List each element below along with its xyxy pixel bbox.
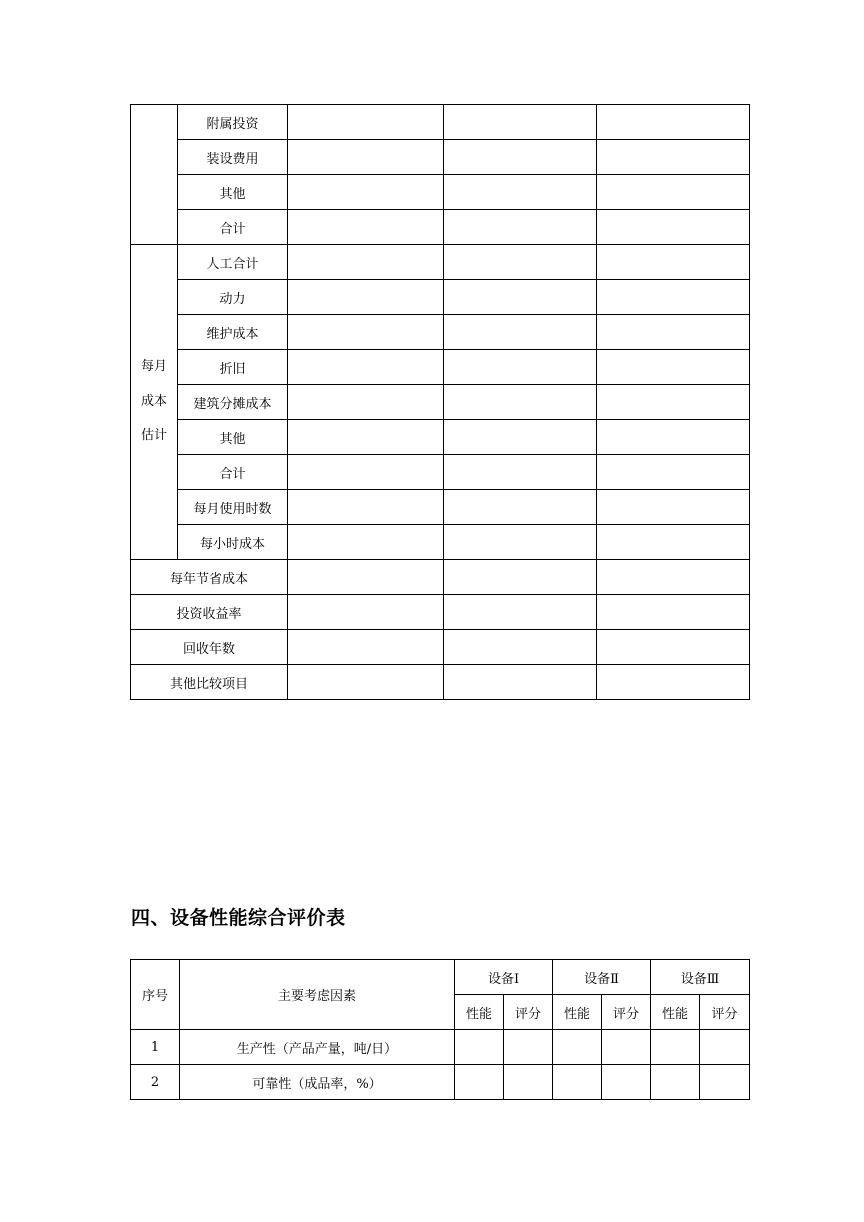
row-index: 1 bbox=[131, 1030, 180, 1065]
factor-header: 主要考虑因素 bbox=[180, 960, 455, 1030]
value-cell[interactable] bbox=[288, 420, 444, 455]
value-cell[interactable] bbox=[444, 245, 597, 280]
item-label: 折旧 bbox=[178, 350, 288, 385]
table-row bbox=[131, 315, 750, 350]
table-row bbox=[131, 630, 750, 665]
summary-label: 投资收益率 bbox=[131, 595, 288, 630]
value-cell[interactable] bbox=[444, 665, 597, 700]
value-cell[interactable] bbox=[288, 210, 444, 245]
item-label: 其他 bbox=[178, 420, 288, 455]
item-label: 建筑分摊成本 bbox=[178, 385, 288, 420]
value-cell[interactable] bbox=[651, 1030, 700, 1065]
value-cell[interactable] bbox=[597, 525, 750, 560]
value-cell[interactable] bbox=[288, 385, 444, 420]
value-cell[interactable] bbox=[288, 630, 444, 665]
label-line: 每月 bbox=[140, 359, 167, 375]
value-cell[interactable] bbox=[288, 105, 444, 140]
group-label-cell bbox=[131, 105, 178, 245]
equipment-header: 设备Ⅲ bbox=[651, 960, 750, 995]
value-cell[interactable] bbox=[444, 315, 597, 350]
value-cell[interactable] bbox=[455, 1065, 504, 1100]
value-cell[interactable] bbox=[444, 280, 597, 315]
value-cell[interactable] bbox=[504, 1065, 553, 1100]
value-cell[interactable] bbox=[288, 350, 444, 385]
value-cell[interactable] bbox=[288, 595, 444, 630]
item-label: 动力 bbox=[178, 280, 288, 315]
table-row bbox=[131, 525, 750, 560]
perf-header: 性能 bbox=[455, 995, 504, 1030]
table-row bbox=[131, 455, 750, 490]
value-cell[interactable] bbox=[700, 1065, 750, 1100]
equipment-header: 设备Ⅰ bbox=[455, 960, 553, 995]
table-row bbox=[131, 210, 750, 245]
value-cell[interactable] bbox=[597, 560, 750, 595]
value-cell[interactable] bbox=[288, 140, 444, 175]
index-header: 序号 bbox=[131, 960, 180, 1030]
cost-comparison-table bbox=[130, 104, 750, 700]
table-row bbox=[131, 1030, 750, 1065]
value-cell[interactable] bbox=[444, 105, 597, 140]
perf-header: 性能 bbox=[553, 995, 602, 1030]
table-row bbox=[131, 105, 750, 140]
value-cell[interactable] bbox=[444, 140, 597, 175]
row-factor: 可靠性（成品率，%） bbox=[180, 1065, 455, 1100]
value-cell[interactable] bbox=[444, 630, 597, 665]
summary-label: 其他比较项目 bbox=[131, 665, 288, 700]
summary-label: 回收年数 bbox=[131, 630, 288, 665]
row-index: 2 bbox=[131, 1065, 180, 1100]
value-cell[interactable] bbox=[597, 315, 750, 350]
item-label: 其他 bbox=[178, 175, 288, 210]
table-row bbox=[131, 350, 750, 385]
value-cell[interactable] bbox=[597, 245, 750, 280]
value-cell[interactable] bbox=[504, 1030, 553, 1065]
value-cell[interactable] bbox=[444, 595, 597, 630]
table-row bbox=[131, 385, 750, 420]
summary-label: 每年节省成本 bbox=[131, 560, 288, 595]
value-cell[interactable] bbox=[597, 210, 750, 245]
value-cell[interactable] bbox=[597, 385, 750, 420]
table-row bbox=[131, 420, 750, 455]
value-cell[interactable] bbox=[288, 560, 444, 595]
value-cell[interactable] bbox=[288, 280, 444, 315]
value-cell[interactable] bbox=[597, 140, 750, 175]
value-cell[interactable] bbox=[444, 490, 597, 525]
monthly-cost-label bbox=[131, 245, 178, 560]
value-cell[interactable] bbox=[444, 525, 597, 560]
perf-header: 性能 bbox=[651, 995, 700, 1030]
section-heading: 四、设备性能综合评价表 bbox=[131, 907, 346, 929]
value-cell[interactable] bbox=[602, 1065, 651, 1100]
value-cell[interactable] bbox=[553, 1030, 602, 1065]
table-row bbox=[131, 175, 750, 210]
value-cell[interactable] bbox=[553, 1065, 602, 1100]
value-cell[interactable] bbox=[651, 1065, 700, 1100]
value-cell[interactable] bbox=[288, 665, 444, 700]
label-line: 成本 bbox=[140, 393, 167, 409]
equipment-header: 设备Ⅱ bbox=[553, 960, 651, 995]
value-cell[interactable] bbox=[597, 175, 750, 210]
value-cell[interactable] bbox=[288, 490, 444, 525]
value-cell[interactable] bbox=[597, 420, 750, 455]
value-cell[interactable] bbox=[602, 1030, 651, 1065]
value-cell[interactable] bbox=[597, 455, 750, 490]
value-cell[interactable] bbox=[444, 455, 597, 490]
value-cell[interactable] bbox=[288, 525, 444, 560]
value-cell[interactable] bbox=[597, 490, 750, 525]
item-label: 每小时成本 bbox=[178, 525, 288, 560]
table-row bbox=[131, 140, 750, 175]
value-cell[interactable] bbox=[597, 350, 750, 385]
item-label: 人工合计 bbox=[178, 245, 288, 280]
score-header: 评分 bbox=[602, 995, 651, 1030]
score-header: 评分 bbox=[700, 995, 750, 1030]
item-label: 每月使用时数 bbox=[178, 490, 288, 525]
value-cell[interactable] bbox=[288, 245, 444, 280]
performance-evaluation-table bbox=[130, 959, 750, 1100]
table-row bbox=[131, 245, 750, 280]
item-label: 维护成本 bbox=[178, 315, 288, 350]
item-label: 装设费用 bbox=[178, 140, 288, 175]
table-row bbox=[131, 280, 750, 315]
value-cell[interactable] bbox=[444, 385, 597, 420]
label-line: 估计 bbox=[140, 428, 167, 444]
value-cell[interactable] bbox=[455, 1030, 504, 1065]
header-row bbox=[131, 960, 750, 995]
value-cell[interactable] bbox=[444, 350, 597, 385]
value-cell[interactable] bbox=[288, 315, 444, 350]
table-row bbox=[131, 665, 750, 700]
value-cell[interactable] bbox=[597, 280, 750, 315]
row-factor: 生产性（产品产量，吨/日） bbox=[180, 1030, 455, 1065]
value-cell[interactable] bbox=[700, 1030, 750, 1065]
value-cell[interactable] bbox=[444, 175, 597, 210]
value-cell[interactable] bbox=[444, 560, 597, 595]
table-row bbox=[131, 595, 750, 630]
table-row bbox=[131, 490, 750, 525]
value-cell[interactable] bbox=[597, 630, 750, 665]
value-cell[interactable] bbox=[597, 105, 750, 140]
value-cell[interactable] bbox=[288, 455, 444, 490]
value-cell[interactable] bbox=[444, 420, 597, 455]
table-row bbox=[131, 1065, 750, 1100]
item-label: 合计 bbox=[178, 210, 288, 245]
value-cell[interactable] bbox=[597, 595, 750, 630]
score-header: 评分 bbox=[504, 995, 553, 1030]
value-cell[interactable] bbox=[597, 665, 750, 700]
item-label: 附属投资 bbox=[178, 105, 288, 140]
table-row bbox=[131, 560, 750, 595]
item-label: 合计 bbox=[178, 455, 288, 490]
value-cell[interactable] bbox=[444, 210, 597, 245]
value-cell[interactable] bbox=[288, 175, 444, 210]
